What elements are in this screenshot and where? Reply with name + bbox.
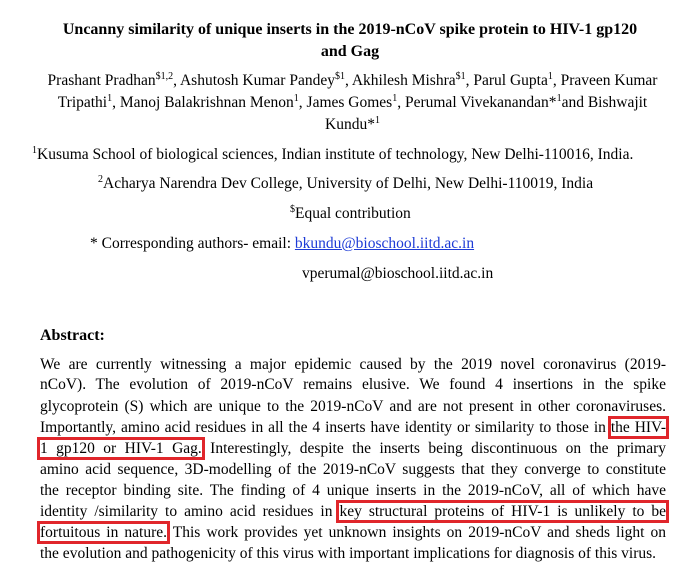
author-sup: 1 xyxy=(374,114,380,126)
author-sup: $1 xyxy=(455,70,466,82)
author-sup: 1 xyxy=(547,70,553,82)
abstract-line: the evolution and pathogenicity of this virus with important implications for diagnosis of this virus. xyxy=(40,545,657,562)
author-name: , Perumal Vivekanandan* xyxy=(397,94,557,111)
abstract-line: amino acid sequence, 3D-modelling of the 2019-nCoV suggests that they converge to constitute xyxy=(40,461,666,478)
author-name: , Akhilesh Mishra xyxy=(344,72,456,89)
author-sup: $1,2 xyxy=(155,70,174,82)
abstract-line: the receptor binding site. The finding of 4 unique inserts in the 2019-nCoV, all of which have xyxy=(40,482,666,499)
corresponding-label: * Corresponding authors- email: xyxy=(90,235,295,252)
email-2: vperumal@bioschool.iitd.ac.in xyxy=(302,265,494,282)
highlight-box: fortuitous in nature. xyxy=(40,524,168,541)
author-sup: 1 xyxy=(556,92,562,104)
equal-sup: $ xyxy=(290,203,295,215)
abstract-line: glycoprotein (S) which are unique to the 2019-nCoV and are not present in other coronaviruses. xyxy=(40,398,666,415)
author-name: , Parul Gupta xyxy=(465,72,548,89)
abstract-line xyxy=(40,523,666,543)
equal-text: Equal contribution xyxy=(295,205,411,222)
title-line-2: and Gag xyxy=(320,43,380,60)
author-name: , Ashutosh Kumar Pandey xyxy=(173,72,335,89)
author-sup: 1 xyxy=(293,92,299,104)
email-link-1[interactable]: bkundu@bioschool.iitd.ac.in xyxy=(294,235,475,252)
affiliation-text: Kusuma School of biological sciences, Indian institute of technology, New Delhi-110016, India. xyxy=(37,146,634,163)
highlight-box: the HIV- xyxy=(610,419,666,436)
equal-contribution-note xyxy=(290,204,411,224)
abstract-text: Interestingly, despite the inserts being discontinuous on the primary xyxy=(201,440,666,457)
author-name: , James Gomes xyxy=(298,94,393,111)
author-sup: 1 xyxy=(107,92,113,104)
abstract-text: Importantly, amino acid residues in all the 4 inserts have identity or similarity to those in xyxy=(40,419,611,436)
author-name: , Manoj Balakrishnan Menon xyxy=(112,94,294,111)
abstract-text: This work provides yet unknown insights on 2019-nCoV and sheds light on xyxy=(167,524,667,541)
abstract-line: nCoV). The evolution of 2019-nCoV remains elusive. We found 4 insertions in the spike xyxy=(40,376,666,393)
corresponding-authors xyxy=(90,234,474,254)
affiliation-text: Acharya Narendra Dev College, University of Delhi, New Delhi-110019, India xyxy=(103,175,594,192)
affiliation-sup: 2 xyxy=(98,173,103,185)
highlight-box: 1 gp120 or HIV-1 Gag. xyxy=(40,440,202,457)
author-sup: 1 xyxy=(392,92,398,104)
author-name: and Bishwajit Kundu* xyxy=(325,94,648,133)
highlight-box: key structural proteins of HIV-1 is unlikely to be xyxy=(339,503,666,520)
author-name: , Praveen Kumar Tripathi xyxy=(57,72,658,111)
affiliation-sup: 1 xyxy=(32,144,37,156)
abstract-line: We are currently witnessing a major epidemic caused by the 2019 novel coronavirus (2019- xyxy=(40,356,666,373)
title-line-1: Uncanny similarity of unique inserts in the 2019-nCoV spike protein to HIV-1 gp120 xyxy=(62,21,638,38)
affiliation-2 xyxy=(98,174,593,194)
abstract-line xyxy=(40,439,666,459)
abstract-line xyxy=(40,502,666,522)
affiliation-1 xyxy=(32,145,633,165)
paper-title xyxy=(40,19,660,63)
author-name: Prashant Pradhan xyxy=(47,72,156,89)
author-sup: $1 xyxy=(334,70,345,82)
abstract-line xyxy=(40,418,666,438)
abstract-text: identity /similarity to amino acid residues in xyxy=(40,503,340,520)
author-list xyxy=(40,70,665,136)
abstract-heading: Abstract: xyxy=(40,327,105,344)
